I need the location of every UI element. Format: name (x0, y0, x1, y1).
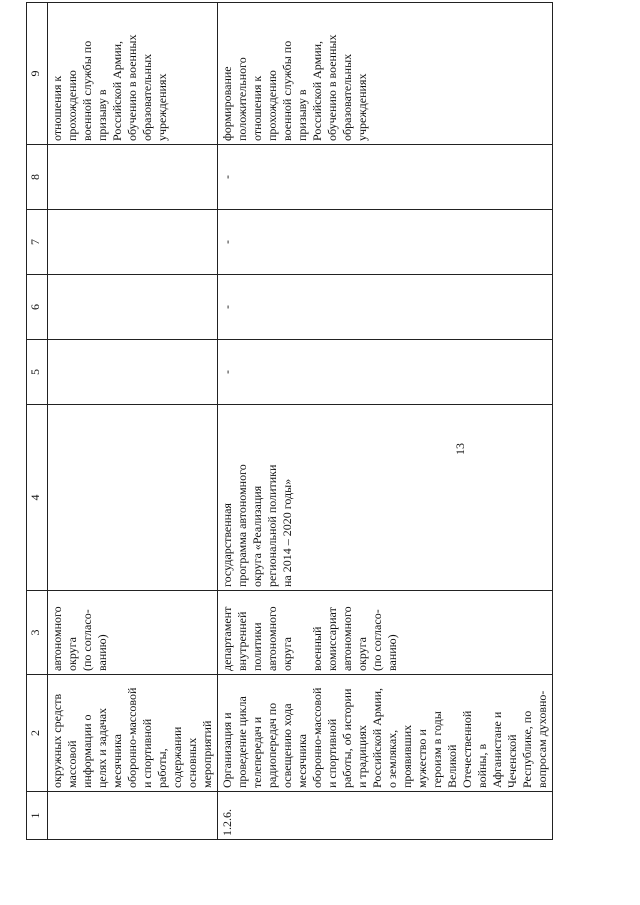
column-number: 5 (27, 340, 48, 405)
column-number: 7 (27, 210, 48, 275)
item-number-cell (48, 792, 218, 840)
dash-value: - (220, 370, 234, 374)
table-row (218, 3, 553, 840)
funding-cell (48, 340, 218, 405)
table-header-row (27, 3, 48, 840)
column-number: 4 (27, 405, 48, 591)
program-cell: государственная программа автономного округа «Реализация региональной политики на 2014 – 2020 годы» (218, 405, 553, 591)
funding-cell (218, 210, 553, 275)
funding-cell (48, 210, 218, 275)
responsible-cell: автономного округа (по согласо- ванию) (48, 591, 218, 675)
funding-cell (48, 145, 218, 210)
program-cell (48, 405, 218, 591)
program-table (26, 2, 553, 840)
column-number: 3 (27, 591, 48, 675)
funding-cell (48, 275, 218, 340)
table-row (48, 3, 218, 840)
dash-value: - (220, 305, 234, 309)
dash-value: - (220, 175, 234, 179)
expected-result-cell: отношения к прохождению военной службы по призыву в Российской Армии, обучению в военных образовательных учреждениях (48, 3, 218, 145)
responsible-cell: департамент внутренней политики автономного округа военный комиссариат автономного округа (по согласо- ванию) (218, 591, 553, 675)
funding-cell (218, 275, 553, 340)
column-number: 9 (27, 3, 48, 145)
funding-cell (218, 340, 553, 405)
funding-cell (218, 145, 553, 210)
item-number-cell: 1.2.6. (218, 792, 553, 840)
dash-value: - (220, 240, 234, 244)
activity-cell: Организация и проведение цикла телепередач и радиопередач по освещению хода месячника оборонно-массовой и спортивной работы, об истории и традициях Российской Армии, о земляках, проявивших мужество и героизм в годы Великой Отечественной войны, в Афганистане и Чеченской Республике, по вопросам духовно- (218, 675, 553, 792)
expected-result-cell: формирование положительного отношения к прохождению военной службы по призыву в Российской Армии, обучению в военных образовательных учреждениях (218, 3, 553, 145)
column-number: 6 (27, 275, 48, 340)
column-number: 2 (27, 675, 48, 792)
column-number: 1 (27, 792, 48, 840)
column-number: 8 (27, 145, 48, 210)
page-number: 13 (453, 443, 467, 455)
activity-cell: окружных средств массовой информации о целях и задачах месячника оборонно-массовой и спортивной работы, содержании основных мероприятий (48, 675, 218, 792)
